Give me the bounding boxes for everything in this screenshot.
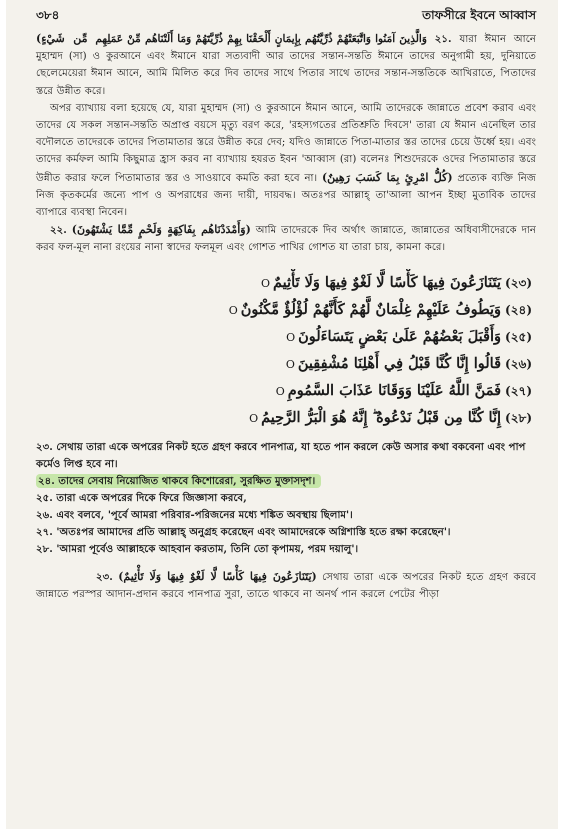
highlighted-text[interactable] xyxy=(36,474,321,488)
verse-end-marker: O xyxy=(249,411,259,425)
verse-end-marker: O xyxy=(285,357,295,371)
verse-text: وَيَطُوفُ عَلَيْهِمْ غِلْمَانٌ لَّهُمْ كَأَنَّهُمْ لُؤْلُؤٌ مَّكْنُونٌ xyxy=(240,300,502,318)
book-page xyxy=(6,0,558,829)
translation-text: তারা একে অপরের দিকে ফিরে জিজ্ঞাসা করবে, xyxy=(56,491,247,504)
translation-list xyxy=(36,439,536,558)
translation-26 xyxy=(36,507,536,524)
verse-number: (২৮) xyxy=(505,410,532,425)
verse-number: (২৩) xyxy=(505,275,532,290)
commentary-paragraph xyxy=(36,100,536,221)
translation-text: 'আমরা পূর্বেও আল্লাহকে আহবান করতাম, তিনি তো কৃপাময়, পরম দয়ালু'। xyxy=(56,542,359,555)
verse-text: فَمَنَّ اللَّهُ عَلَيْنَا وَوَقَانَا عَذَابَ السَّمُومِ xyxy=(287,381,502,399)
arabic-verse-block xyxy=(36,269,536,431)
translation-number: ২৭. xyxy=(36,525,53,538)
translation-23 xyxy=(36,439,536,473)
verse-end-marker: O xyxy=(260,276,271,290)
translation-number: ২৬. xyxy=(36,508,53,521)
verse-number: (২৭) xyxy=(505,383,532,398)
verse-number: (২৪) xyxy=(505,302,532,317)
final-text: সেথায় তারা একে অপরের নিকট হতে গ্রহণ করবে জান্নাতে পরস্পর আদান-প্রদান করবে পানপাত্র সুরা, তাতে থাকবে না অনর্থ পান করলে পেটের পীড়া xyxy=(36,571,536,600)
translation-text: এবং বলবে, 'পূর্বে আমরা পরিবার-পরিজনের মধ্যে শঙ্কিত অবস্থায় ছিলাম'। xyxy=(56,508,353,521)
final-arabic: (يَتَنَازَعُونَ فِيهَا كَأْسًا لَّا لَغْوٌ فِيهَا وَلَا تَأْثِيمٌ) xyxy=(118,569,317,583)
verse-end-marker: O xyxy=(275,384,285,398)
verse-22-text: আমি তাদেরকে দিব অর্থাৎ জান্নাতে, জান্নাতের অধিবাসীদেরকে দান করব ফল-মূল নানা রংয়ের নানা স্বাদের ফলমূল এবং গোশত পাখির গোশত যা তারা চায়, কামনা করে। xyxy=(36,225,536,254)
arabic-verse-28 xyxy=(36,404,536,431)
translation-text: 'অতঃপর আমাদের প্রতি আল্লাহ্ অনুগ্রহ করেছেন এবং আমাদেরকে অগ্নিশাস্তি হতে রক্ষা করেছেন'। xyxy=(56,525,451,538)
commentary-text: অপর ব্যাখ্যায় বলা হয়েছে যে, যারা মুহাম্মদ (সা) ও কুরআনে ঈমান আনে, আমি তাদেরকে জান্নাতে প্রবেশ করাব এবং তাদের যে সকল সন্তান-সন্ততি অপ্রাপ্ত বয়সে মৃত্যু বরণ করে, 'রহস্যগতের প্রতিশ্রুতি দিবসে' তারা যে ঈমান এনেছিল তার বদৌলতে তাদেরকে তাদের পিতামাতার স্তরে উন্নীত করে দেব; যদিও জান্নাতে পিতা-মাতার স্তর তাদের চেয়ে উর্ধ্বে হয়। এবং তাদের কর্মফল আমি কিছুমাত্র হ্রাস করব না ব্যাখ্যায় হযরত ইবন 'আব্বাস (রা) বলেনঃ শিশুদেরকে ওদের পিতামাতার স্তরে উন্নীত করার ফলে পিতামাতার স্তর ও সাওয়াবে কমতি করা হবে না। xyxy=(36,102,536,184)
translation-text: তাদের সেবায় নিয়োজিত থাকবে কিশোরেরা, সুরক্ষিত মুক্তাসদৃশ। xyxy=(58,474,316,487)
running-title: তাফসীরে ইবনে আব্বাস xyxy=(422,8,536,22)
verse-21-arabic: وَالَّذِينَ آمَنُوا وَاتَّبَعَتْهُمْ ذُرِّيَّتُهُم بِإِيمَانٍ أَلْحَقْنَا بِهِمْ ذُرِّيَّتَهُمْ وَمَا أَلَتْنَاهُم مِّنْ عَمَلِهِم xyxy=(95,33,427,45)
verse-21-number: ২১. xyxy=(434,33,452,45)
verse-21-paragraph xyxy=(36,30,536,100)
verse-number: (২৫) xyxy=(505,329,532,344)
final-number: ২৩. xyxy=(96,570,113,583)
arabic-verse-23 xyxy=(36,269,536,296)
verse-22-number: ২২. xyxy=(50,224,67,237)
translation-27 xyxy=(36,524,536,541)
final-paragraph xyxy=(36,568,536,603)
arabic-verse-24 xyxy=(36,296,536,323)
arabic-verse-26 xyxy=(36,350,536,377)
translation-28 xyxy=(36,541,536,558)
arabic-verse-25 xyxy=(36,323,536,350)
translation-number: ২৩. xyxy=(36,440,53,453)
commentary-tail: প্রত্যেক ব্যক্তি নিজ নিজ কৃতকর্মের জন্যে পাপ ও অপরাধের জন্য দায়ী, দায়বদ্ধ। অতঃপর আল্লাহ্ তা'আলা আপন ইচ্ছা মুতাবিক তাদের ব্যাপারে ব্যবস্থা নিবেন। xyxy=(36,172,536,219)
verse-number: (২৬) xyxy=(505,356,532,371)
commentary-arabic: (كُلُّ امْرِئٍ بِمَا كَسَبَ رَهِينٌ) xyxy=(321,170,453,184)
verse-text: يَتَنَازَعُونَ فِيهَا كَأْسًا لَّا لَغْوٌ فِيهَا وَلَا تَأْثِيمٌ xyxy=(273,273,502,291)
verse-22-arabic: (وَأَمْدَدْنَاهُم بِفَاكِهَةٍ وَلَحْمٍ مِّمَّا يَشْتَهُونَ) xyxy=(71,223,251,237)
translation-number: ২৫. xyxy=(36,491,53,504)
translation-text: সেথায় তারা একে অপরের নিকট হতে গ্রহণ করবে পানপাত্র, যা হতে পান করলে কেউ অসার কথা বকবেনা এবং পাপ কর্মেও লিপ্ত হবে না। xyxy=(36,440,526,470)
verse-end-marker: O xyxy=(286,330,296,344)
arabic-verse-27 xyxy=(36,377,536,404)
verse-end-marker: O xyxy=(228,303,238,317)
translation-25 xyxy=(36,490,536,507)
verse-22-paragraph xyxy=(36,221,536,256)
verse-21-arabic-tail: (مِّن شَيْءٍ xyxy=(36,32,88,45)
verse-text: إِنَّا كُنَّا مِن قَبْلُ نَدْعُوهُ ۖ إِنَّهُ هُوَ الْبَرُّ الرَّحِيمُ xyxy=(261,408,502,426)
translation-number: ২৮. xyxy=(36,542,53,555)
verse-text: وَأَقْبَلَ بَعْضُهُمْ عَلَىٰ بَعْضٍ يَتَسَاءَلُونَ xyxy=(298,327,502,345)
verse-text: قَالُوا إِنَّا كُنَّا قَبْلُ فِي أَهْلِنَا مُشْفِقِينَ xyxy=(297,354,502,372)
page-number: ৩৮৪ xyxy=(36,8,60,22)
verse-21-text: যারা ঈমান আনে মুহাম্মদ (সা) ও কুরআনে এবং ঈমানে যারা সত্যবাদী আর তাদের সন্তান-সন্ততি ঈমানে তাদের অনুগামী হয়, দুনিয়াতে ছেলেমেয়েরা ঈমান আনে, আমি মিলিত করে দিব তাদের সাথে পিতার সাথে তাদের সন্তান-সন্ততিকে আখিরাতে, পিতাদের স্তরে উন্নীত করে। xyxy=(36,34,536,97)
page-header xyxy=(36,8,536,26)
translation-number: ২৪. xyxy=(38,474,55,487)
translation-24 xyxy=(36,473,536,490)
